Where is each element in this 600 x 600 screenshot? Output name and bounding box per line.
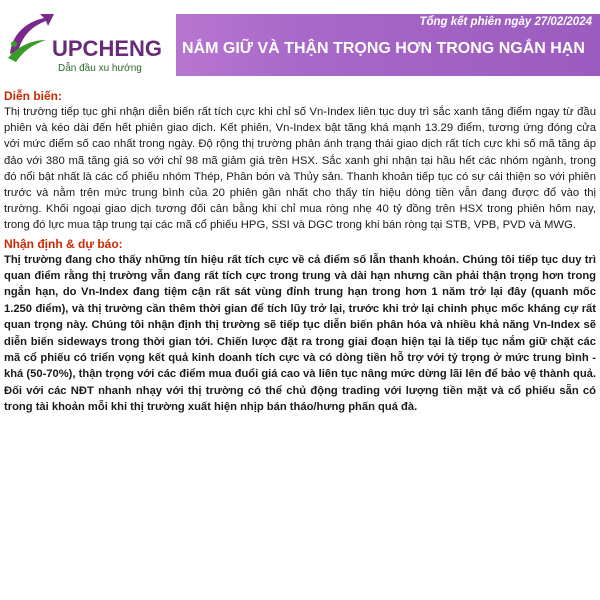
title-banner — [176, 14, 600, 76]
header — [0, 0, 600, 82]
developments-heading: Diễn biến: — [4, 89, 63, 103]
report-content — [4, 88, 596, 418]
developments-text: Thị trường tiếp tục ghi nhận diễn biến rất tích cực khi chỉ số Vn-Index liên tục duy trì sắc xanh tăng điểm ngay từ đầu phiên và kéo dài đến hết phiên giao dịch. Kết phiên, Vn-Index bật tăng khá mạnh 13.29 điểm, tương ứng đóng cửa với mức điểm số cao nhất trong ngày. Độ rộng thị trường phản ánh trạng thái giao dịch rất tích cực khi số mã tăng áp đảo với 380 mã tăng giá so với chỉ 98 mã giảm giá trên HSX. Sắc xanh ghi nhận tại hầu hết các nhóm ngành, trong đó nổi bật nhất là các cổ phiếu nhóm Thép, Phân bón và Thủy sản. Thanh khoản tiếp tục có sự cải thiện so với phiên trước và nằm trên mức trung bình của 20 phiên gần nhất cho thấy tín hiệu dòng tiền vẫn đang được đổ vào thị trường. Khối ngoại giao dịch tương đối cân bằng khi chỉ mua ròng nhẹ 40 tỷ đồng trên HSX trong phiên hôm nay, trong đó lực mua tập trung tại các mã cổ phiếu HPG, SSI và DGC trong khi bán ròng tại STB, VPB, PVD và MWG. — [4, 106, 596, 232]
forecast-heading: Nhận định & dự báo: — [4, 236, 123, 251]
forecast-text: Thị trường đang cho thấy những tín hiệu rất tích cực về cả điểm số lẫn thanh khoản. Chúng tôi tiếp tục duy trì quan điểm rằng thị trường vẫn đang rất tích cực trong trung và dài hạn nhưng cần phải thận trọng hơn trong ngắn hạn, do Vn-Index đang tiệm cận rất sát vùng đỉnh trung hạn trong hơn 1 năm trở lại đây (quanh mốc 1.250 điểm), và thị trường cần thêm thời gian để tích lũy trở lại, trước khi trở lại chinh phục mốc kháng cự rất quan trọng này. Chúng tôi nhận định thị trường sẽ tiếp tục diễn biến phân hóa và nhiều khả năng Vn-Index sẽ diễn biến sideways trong thời gian tới. Chiến lược đặt ra trong giai đoạn hiện tại là tiếp tục nắm giữ chặt các mã cổ phiếu có triển vọng kết quả kinh doanh tích cực và có dòng tiền hỗ trợ với tỷ trọng ở mức trung bình - khá (50-70%), thận trọng với các điểm mua đuổi giá cao và liên tục nâng mức dừng lãi lên để bảo vệ thành quả. Đối với các NĐT nhanh nhạy với thị trường có thể chủ động trading với lượng tiền mặt và cổ phiếu sẵn có trong tài khoản mỗi khi thị trường xuất hiện nhịp bán tháo/hưng phấn quá đà. — [4, 253, 596, 414]
brand-slogan: Dẫn đầu xu hướng — [58, 63, 142, 74]
brand-logo — [4, 10, 174, 72]
report-title: NẮM GIỮ VÀ THẬN TRỌNG HƠN TRONG NGẮN HẠN — [182, 40, 585, 57]
brand-name: UPCHENG — [52, 36, 163, 61]
session-date: Tổng kết phiên ngày 27/02/2024 — [419, 16, 592, 28]
